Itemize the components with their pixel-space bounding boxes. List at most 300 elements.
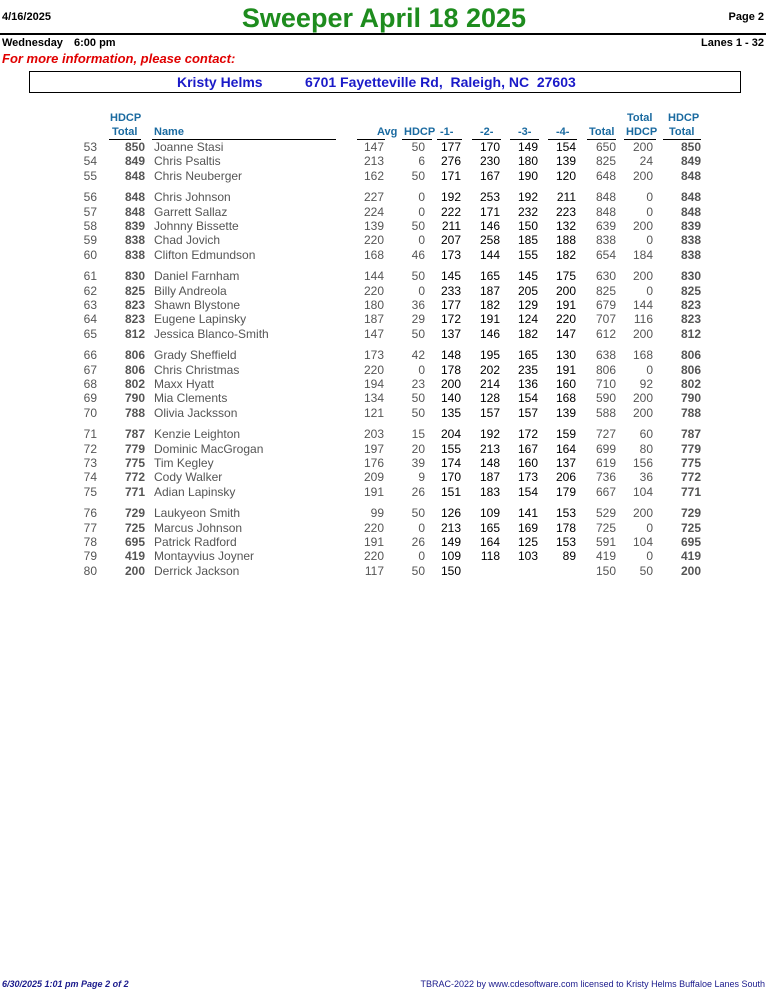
bowler-name-cell: Chris Psaltis: [154, 154, 221, 169]
game-3-cell: 190: [517, 168, 538, 183]
final-total-cell: 823: [680, 298, 701, 312]
game-2-cell: 165: [479, 269, 500, 284]
total-hdcp-cell: 0: [646, 549, 653, 564]
total-hdcp-cell: 92: [639, 377, 653, 391]
total-hdcp-cell: 200: [632, 140, 653, 154]
total-cell: 590: [595, 391, 616, 406]
place-cell: 76: [83, 506, 97, 521]
hdcp-total-cell: 823: [124, 298, 145, 312]
lanes-range: Lanes 1 - 32: [701, 37, 764, 49]
game-4-cell: 164: [555, 441, 576, 456]
place-cell: 59: [83, 233, 97, 248]
total-cell: 419: [595, 549, 616, 564]
game-4-cell: 132: [555, 219, 576, 233]
avg-cell: 197: [363, 441, 384, 456]
game-3-cell: 150: [517, 219, 538, 233]
hdcp-cell: 0: [418, 362, 425, 377]
final-total-cell: 848: [680, 190, 701, 205]
total-cell: 707: [595, 312, 616, 327]
total-hdcp-cell: 200: [632, 326, 653, 341]
final-total-cell: 200: [680, 563, 701, 578]
total-hdcp-cell: 60: [639, 427, 653, 442]
game-1-cell: 126: [440, 506, 461, 521]
hdcp-cell: 0: [418, 549, 425, 564]
hdcp-cell: 26: [411, 535, 425, 549]
avg-cell: 176: [363, 456, 384, 470]
avg-cell: 117: [364, 563, 384, 578]
avg-cell: 173: [363, 348, 384, 363]
col-game-3: -3-: [518, 126, 532, 138]
total-cell: 529: [595, 506, 616, 521]
game-3-cell: 149: [517, 140, 538, 154]
avg-cell: 147: [363, 326, 384, 341]
total-hdcp-cell: 144: [632, 298, 653, 312]
game-4-cell: 153: [555, 535, 576, 549]
game-2-cell: 118: [480, 549, 500, 564]
final-total-cell: 838: [680, 233, 701, 248]
total-cell: 612: [595, 326, 616, 341]
game-4-cell: 179: [555, 484, 576, 499]
place-cell: 62: [83, 283, 97, 298]
place-cell: 56: [83, 190, 97, 205]
avg-cell: 191: [363, 535, 384, 549]
contact-prompt: For more information, please contact:: [2, 51, 236, 66]
game-2-cell: 146: [479, 219, 500, 233]
game-4-cell: 137: [555, 456, 576, 470]
game-1-cell: 222: [440, 204, 461, 219]
hdcp-cell: 42: [411, 348, 425, 363]
total-hdcp-cell: 80: [639, 441, 653, 456]
hdcp-cell: 23: [411, 377, 425, 391]
footer-license: TBRAC-2022 by www.cdesoftware.com licensed to Kristy Helms Buffaloe Lanes South: [420, 979, 765, 989]
total-hdcp-cell: 200: [632, 219, 653, 233]
game-1-cell: 148: [440, 348, 461, 363]
col-final-top: HDCP: [668, 112, 700, 124]
hdcp-total-cell: 695: [124, 535, 145, 549]
place-cell: 72: [83, 441, 97, 456]
game-2-cell: 167: [479, 168, 500, 183]
total-cell: 619: [595, 456, 616, 470]
place-cell: 67: [83, 362, 97, 377]
col-game-1: -1-: [440, 126, 454, 138]
col-total: Total: [589, 126, 615, 138]
page-title: Sweeper April 18 2025: [241, 3, 527, 33]
bowler-name-cell: Daniel Farnham: [154, 269, 240, 284]
total-hdcp-cell: 50: [639, 563, 653, 578]
bowler-name-cell: Chris Johnson: [154, 190, 231, 205]
final-total-cell: 788: [680, 405, 701, 420]
col-avg: Avg: [377, 126, 398, 138]
game-3-cell: 205: [517, 283, 538, 298]
place-cell: 75: [83, 484, 97, 499]
game-3-cell: 154: [517, 391, 538, 406]
hdcp-cell: 9: [418, 470, 425, 485]
game-1-cell: 177: [440, 140, 461, 154]
game-2-cell: 109: [479, 506, 500, 521]
total-cell: 667: [595, 484, 616, 499]
game-2-cell: 165: [479, 520, 500, 535]
col-hdcp: HDCP: [404, 126, 436, 138]
game-1-cell: 213: [440, 520, 461, 535]
game-1-cell: 200: [440, 377, 461, 391]
hdcp-total-cell: 850: [124, 140, 145, 154]
final-total-cell: 839: [680, 219, 701, 233]
game-2-cell: 171: [479, 204, 500, 219]
hdcp-total-cell: 725: [124, 520, 145, 535]
hdcp-total-cell: 823: [124, 312, 145, 327]
total-hdcp-cell: 184: [632, 247, 653, 262]
avg-cell: 203: [363, 427, 384, 442]
game-3-cell: 125: [517, 535, 538, 549]
total-cell: 838: [595, 233, 616, 248]
event-day: Wednesday: [2, 37, 63, 49]
bowler-name-cell: Marcus Johnson: [154, 520, 243, 535]
total-hdcp-cell: 200: [632, 269, 653, 284]
final-total-cell: 775: [680, 456, 701, 470]
total-cell: 848: [595, 190, 616, 205]
game-3-cell: 165: [517, 348, 538, 363]
game-3-cell: 192: [517, 190, 538, 205]
total-hdcp-cell: 200: [632, 506, 653, 521]
bowler-name-cell: Chris Neuberger: [154, 168, 243, 183]
total-cell: 727: [595, 427, 616, 442]
col-final-bottom: Total: [669, 126, 695, 138]
hdcp-cell: 50: [411, 326, 425, 341]
game-3-cell: 185: [517, 233, 538, 248]
hdcp-cell: 50: [411, 391, 425, 406]
game-4-cell: 159: [555, 427, 576, 442]
game-2-cell: 187: [479, 283, 500, 298]
hdcp-cell: 50: [411, 563, 425, 578]
final-total-cell: 419: [680, 549, 701, 564]
bowler-name-cell: Olivia Jacksson: [154, 405, 238, 420]
game-2-cell: 170: [479, 140, 500, 154]
game-4-cell: 191: [555, 298, 576, 312]
game-4-cell: 206: [555, 470, 576, 485]
game-3-cell: 154: [517, 484, 538, 499]
final-total-cell: 806: [680, 348, 701, 363]
place-cell: 65: [83, 326, 97, 341]
game-2-cell: 148: [479, 456, 500, 470]
hdcp-cell: 50: [411, 506, 425, 521]
total-cell: 588: [595, 405, 616, 420]
final-total-cell: 790: [680, 391, 701, 406]
game-2-cell: 192: [479, 427, 500, 442]
game-1-cell: 211: [441, 219, 461, 233]
final-total-cell: 848: [680, 168, 701, 183]
game-3-cell: 141: [517, 506, 538, 521]
game-1-cell: 276: [440, 154, 461, 169]
game-4-cell: 175: [555, 269, 576, 284]
final-total-cell: 825: [680, 283, 701, 298]
bowler-name-cell: Maxx Hyatt: [154, 377, 215, 391]
total-cell: 650: [595, 140, 616, 154]
bowler-name-cell: Shawn Blystone: [154, 298, 241, 312]
avg-cell: 162: [363, 168, 384, 183]
game-3-cell: 103: [517, 549, 538, 564]
hdcp-total-cell: 839: [124, 219, 145, 233]
game-3-cell: 173: [517, 470, 538, 485]
game-1-cell: 170: [440, 470, 461, 485]
hdcp-total-cell: 787: [124, 427, 145, 442]
hdcp-total-cell: 779: [124, 441, 145, 456]
game-3-cell: 235: [517, 362, 538, 377]
game-3-cell: 129: [517, 298, 538, 312]
game-4-cell: 154: [555, 140, 576, 154]
place-cell: 79: [83, 549, 97, 564]
game-2-cell: 230: [479, 154, 500, 169]
avg-cell: 224: [363, 204, 384, 219]
total-cell: 150: [595, 563, 616, 578]
hdcp-total-cell: 729: [124, 506, 145, 521]
avg-cell: 220: [363, 233, 384, 248]
contact-name: Kristy Helms: [177, 74, 263, 90]
game-1-cell: 171: [440, 168, 461, 183]
hdcp-total-cell: 790: [124, 391, 145, 406]
avg-cell: 209: [363, 470, 384, 485]
footer-timestamp: 6/30/2025 1:01 pm Page 2 of 2: [2, 979, 129, 989]
game-3-cell: 167: [517, 441, 538, 456]
hdcp-total-cell: 806: [124, 362, 145, 377]
bowler-name-cell: Garrett Sallaz: [154, 204, 228, 219]
game-4-cell: 130: [555, 348, 576, 363]
bowler-name-cell: Montayvius Joyner: [154, 549, 255, 564]
col-name: Name: [154, 126, 184, 138]
game-3-cell: 169: [517, 520, 538, 535]
hdcp-total-cell: 838: [124, 233, 145, 248]
total-hdcp-cell: 104: [632, 484, 653, 499]
game-3-cell: 172: [517, 427, 538, 442]
final-total-cell: 729: [680, 506, 701, 521]
game-1-cell: 233: [440, 283, 461, 298]
game-1-cell: 140: [440, 391, 461, 406]
hdcp-total-cell: 802: [124, 377, 145, 391]
final-total-cell: 812: [680, 326, 701, 341]
avg-cell: 147: [363, 140, 384, 154]
game-4-cell: 120: [555, 168, 576, 183]
game-1-cell: 145: [440, 269, 461, 284]
avg-cell: 139: [363, 219, 384, 233]
avg-cell: 144: [363, 269, 384, 284]
hdcp-cell: 50: [411, 405, 425, 420]
avg-cell: 220: [363, 520, 384, 535]
bowler-name-cell: Eugene Lapinsky: [154, 312, 247, 327]
game-2-cell: 144: [479, 247, 500, 262]
total-cell: 825: [595, 283, 616, 298]
place-cell: 73: [83, 456, 97, 470]
avg-cell: 180: [363, 298, 384, 312]
hdcp-cell: 50: [411, 168, 425, 183]
total-hdcp-cell: 200: [632, 391, 653, 406]
game-1-cell: 137: [440, 326, 461, 341]
total-hdcp-cell: 156: [632, 456, 653, 470]
game-2-cell: 195: [479, 348, 500, 363]
final-total-cell: 695: [680, 535, 701, 549]
col-hdcp-total-bottom: Total: [112, 126, 138, 138]
final-total-cell: 849: [680, 154, 701, 169]
hdcp-cell: 0: [418, 283, 425, 298]
total-hdcp-cell: 0: [646, 283, 653, 298]
total-hdcp-cell: 0: [646, 233, 653, 248]
total-cell: 648: [595, 168, 616, 183]
hdcp-cell: 50: [411, 140, 425, 154]
total-hdcp-cell: 168: [632, 348, 653, 363]
avg-cell: 168: [363, 247, 384, 262]
game-1-cell: 204: [440, 427, 461, 442]
total-hdcp-cell: 200: [632, 405, 653, 420]
total-cell: 591: [595, 535, 616, 549]
total-hdcp-cell: 116: [633, 312, 653, 327]
hdcp-cell: 26: [411, 484, 425, 499]
total-cell: 806: [595, 362, 616, 377]
bowler-name-cell: Dominic MacGrogan: [154, 441, 264, 456]
game-4-cell: 168: [555, 391, 576, 406]
game-3-cell: 155: [517, 247, 538, 262]
hdcp-cell: 39: [411, 456, 425, 470]
avg-cell: 220: [363, 283, 384, 298]
bowler-name-cell: Mia Clements: [154, 391, 228, 406]
final-total-cell: 725: [680, 520, 701, 535]
hdcp-cell: 15: [411, 427, 425, 442]
game-3-cell: 160: [517, 456, 538, 470]
hdcp-total-cell: 848: [124, 168, 145, 183]
hdcp-total-cell: 806: [124, 348, 145, 363]
total-hdcp-cell: 0: [646, 362, 653, 377]
game-3-cell: 157: [517, 405, 538, 420]
game-2-cell: 157: [479, 405, 500, 420]
total-hdcp-cell: 24: [639, 154, 653, 169]
place-cell: 74: [83, 470, 97, 485]
total-hdcp-cell: 200: [632, 168, 653, 183]
place-cell: 70: [83, 405, 97, 420]
place-cell: 68: [83, 377, 97, 391]
game-4-cell: 223: [555, 204, 576, 219]
place-cell: 53: [83, 140, 97, 154]
game-1-cell: 151: [440, 484, 461, 499]
place-cell: 54: [83, 154, 97, 169]
total-cell: 848: [595, 204, 616, 219]
game-3-cell: 145: [517, 269, 538, 284]
hdcp-cell: 0: [418, 204, 425, 219]
bowler-name-cell: Adian Lapinsky: [154, 484, 236, 499]
game-2-cell: 191: [479, 312, 500, 327]
bowler-name-cell: Chris Christmas: [154, 362, 240, 377]
hdcp-total-cell: 775: [124, 456, 145, 470]
hdcp-total-cell: 825: [124, 283, 145, 298]
contact-address: 6701 Fayetteville Rd, Raleigh, NC 27603: [305, 74, 576, 90]
col-total-hdcp-top: Total: [627, 112, 653, 124]
bowler-name-cell: Cody Walker: [154, 470, 223, 485]
place-cell: 61: [83, 269, 97, 284]
place-cell: 77: [83, 520, 97, 535]
avg-cell: 99: [370, 506, 384, 521]
total-hdcp-cell: 36: [639, 470, 653, 485]
game-3-cell: 232: [517, 204, 538, 219]
hdcp-total-cell: 772: [124, 470, 145, 485]
place-cell: 58: [83, 219, 97, 233]
final-total-cell: 850: [680, 140, 701, 154]
game-4-cell: 139: [555, 154, 576, 169]
hdcp-cell: 29: [411, 312, 425, 327]
game-2-cell: 182: [479, 298, 500, 312]
game-2-cell: 128: [479, 391, 500, 406]
game-4-cell: 178: [555, 520, 576, 535]
game-3-cell: 124: [517, 312, 538, 327]
game-1-cell: 178: [440, 362, 461, 377]
game-4-cell: 211: [556, 190, 576, 205]
game-1-cell: 192: [440, 190, 461, 205]
game-4-cell: 160: [555, 377, 576, 391]
final-total-cell: 838: [680, 247, 701, 262]
game-2-cell: 214: [479, 377, 500, 391]
hdcp-total-cell: 771: [124, 484, 145, 499]
hdcp-total-cell: 848: [124, 204, 145, 219]
bowler-name-cell: Johnny Bissette: [154, 219, 239, 233]
game-1-cell: 135: [440, 405, 461, 420]
hdcp-cell: 20: [411, 441, 425, 456]
total-cell: 725: [595, 520, 616, 535]
hdcp-cell: 50: [411, 269, 425, 284]
place-cell: 55: [83, 168, 97, 183]
avg-cell: 213: [363, 154, 384, 169]
hdcp-cell: 0: [418, 233, 425, 248]
total-cell: 639: [595, 219, 616, 233]
total-hdcp-cell: 0: [646, 204, 653, 219]
place-cell: 71: [83, 427, 97, 442]
place-cell: 60: [83, 247, 97, 262]
game-4-cell: 89: [562, 549, 576, 564]
hdcp-total-cell: 200: [124, 563, 145, 578]
bowler-name-cell: Tim Kegley: [154, 456, 214, 470]
report-date: 4/16/2025: [2, 11, 51, 23]
page-number: Page 2: [728, 11, 764, 23]
place-cell: 78: [83, 535, 97, 549]
game-1-cell: 173: [440, 247, 461, 262]
hdcp-total-cell: 812: [124, 326, 145, 341]
avg-cell: 191: [363, 484, 384, 499]
hdcp-cell: 6: [418, 154, 425, 169]
game-4-cell: 182: [555, 247, 576, 262]
hdcp-cell: 46: [411, 247, 425, 262]
final-total-cell: 802: [680, 377, 701, 391]
hdcp-total-cell: 788: [124, 405, 145, 420]
game-4-cell: 139: [555, 405, 576, 420]
total-cell: 710: [595, 377, 616, 391]
final-total-cell: 779: [680, 441, 701, 456]
final-total-cell: 771: [680, 484, 701, 499]
bowler-name-cell: Laukyeon Smith: [154, 506, 241, 521]
game-1-cell: 207: [440, 233, 461, 248]
place-cell: 64: [83, 312, 97, 327]
total-cell: 825: [595, 154, 616, 169]
game-2-cell: 164: [479, 535, 500, 549]
game-3-cell: 136: [517, 377, 538, 391]
hdcp-total-cell: 848: [124, 190, 145, 205]
place-cell: 57: [83, 204, 97, 219]
total-cell: 654: [595, 247, 616, 262]
avg-cell: 227: [363, 190, 384, 205]
hdcp-cell: 0: [418, 190, 425, 205]
hdcp-cell: 36: [411, 298, 425, 312]
game-4-cell: 191: [555, 362, 576, 377]
final-total-cell: 772: [680, 470, 701, 485]
game-2-cell: 202: [479, 362, 500, 377]
col-hdcp-total-top: HDCP: [110, 112, 142, 124]
game-3-cell: 180: [517, 154, 538, 169]
final-total-cell: 806: [680, 362, 701, 377]
bowler-name-cell: Derrick Jackson: [154, 563, 240, 578]
bowler-name-cell: Jessica Blanco-Smith: [154, 326, 269, 341]
